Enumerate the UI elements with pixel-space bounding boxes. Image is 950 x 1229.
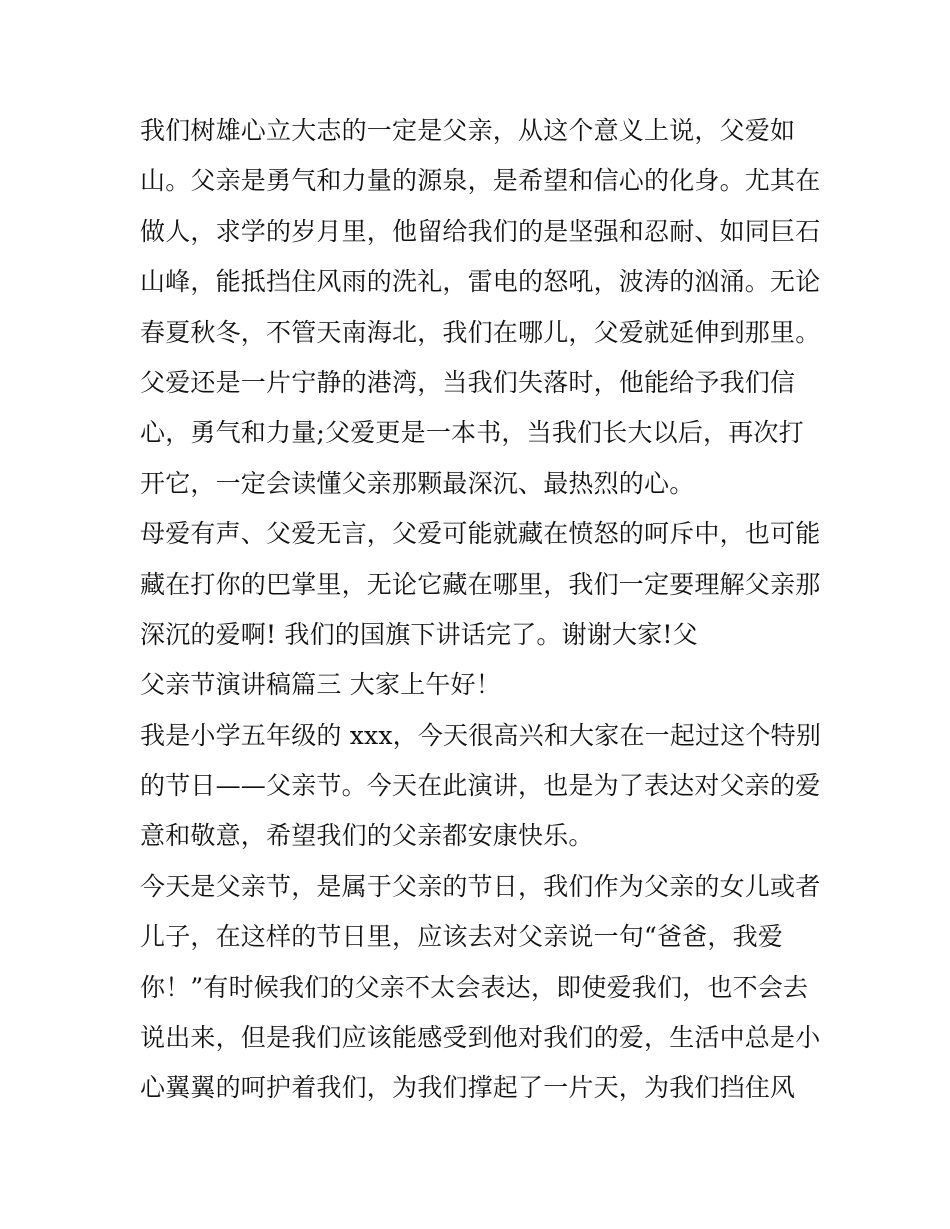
text-line: 你！”有时候我们的父亲不太会表达，即使爱我们，也不会去	[140, 972, 809, 1002]
section-heading: 父亲节演讲稿篇三 大家上午好！	[140, 670, 501, 700]
text-line: 说出来，但是我们应该能感受到他对我们的爱，生活中总是小	[140, 1023, 821, 1053]
text-line: 父爱还是一片宁静的港湾，当我们失落时，他能给予我们信	[140, 367, 796, 397]
text-line: 儿子，在这样的节日里，应该去对父亲说一句“爸爸，我爱	[140, 922, 783, 952]
document-body	[140, 106, 820, 1114]
text-line: 母爱有声、父爱无言，父爱可能就藏在愤怒的呵斥中，也可能	[140, 519, 821, 549]
text-line: 藏在打你的巴掌里，无论它藏在哪里，我们一定要理解父亲那	[140, 569, 821, 599]
text-line: 我是小学五年级的 xxx，今天很高兴和大家在一起过这个特别	[140, 720, 822, 750]
text-line: 意和敬意，希望我们的父亲都安康快乐。	[140, 821, 594, 851]
text-line: 心翼翼的呵护着我们，为我们撑起了一片天，为我们挡住风	[140, 1073, 796, 1103]
text-line: 今天是父亲节，是属于父亲的节日，我们作为父亲的女儿或者	[140, 871, 821, 901]
text-line: 开它，一定会读懂父亲那颗最深沉、最热烈的心。	[140, 468, 695, 498]
text-line: 山。父亲是勇气和力量的源泉，是希望和信心的化身。尤其在	[140, 166, 821, 196]
text-line: 做人，求学的岁月里，他留给我们的是坚强和忍耐、如同巨石	[140, 216, 821, 246]
text-line: 心，勇气和力量;父爱更是一本书，当我们长大以后，再次打	[140, 418, 804, 448]
text-line: 春夏秋冬，不管天南海北，我们在哪儿，父爱就延伸到那里。	[140, 317, 821, 347]
text-line: 我们树雄心立大志的一定是父亲，从这个意义上说，父爱如	[140, 116, 796, 145]
text-line: 山峰，能抵挡住风雨的洗礼，雷电的怒吼，波涛的汹涌。无论	[140, 267, 821, 297]
text-line: 的节日——父亲节。今天在此演讲，也是为了表达对父亲的爱	[140, 771, 821, 801]
text-line: 深沉的爱啊! 我们的国旗下讲话完了。谢谢大家!父	[140, 619, 698, 649]
